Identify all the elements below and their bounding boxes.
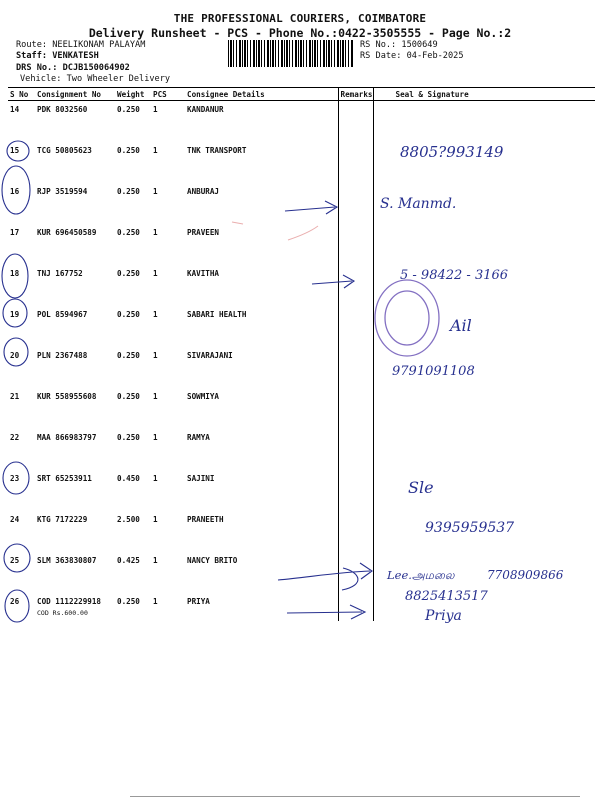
col-pcs: PCS xyxy=(151,88,185,101)
cell-consignee: PRIYA xyxy=(187,597,210,606)
rs-date-label: RS Date: xyxy=(360,50,402,61)
cell-weight: 0.250 xyxy=(117,105,140,114)
cell-consignee: TNK TRANSPORT xyxy=(187,146,247,155)
cell-remarks xyxy=(338,593,373,621)
meta-right xyxy=(360,40,464,61)
cell-pcs: 1 xyxy=(153,187,158,196)
table-row xyxy=(8,470,595,511)
cell-weight: 0.250 xyxy=(117,228,140,237)
cell-weight: 0.250 xyxy=(117,146,140,155)
handwritten-phone-r26: 8825413517 xyxy=(405,589,488,604)
cell-pcs: 1 xyxy=(153,597,158,606)
route-label: Route: xyxy=(16,40,48,50)
cell-weight: 0.250 xyxy=(117,310,140,319)
cell-signature xyxy=(373,388,595,429)
cell-sno: 14 xyxy=(10,105,20,114)
table-row xyxy=(8,347,595,388)
cell-pcs: 1 xyxy=(153,392,158,401)
route-value: NEELIKONAM PALAYAM xyxy=(52,40,146,50)
rs-date-line xyxy=(360,51,464,62)
col-remarks: Remarks xyxy=(338,88,373,101)
cell-weight: 0.250 xyxy=(117,392,140,401)
barcode xyxy=(228,40,354,67)
cell-remarks xyxy=(338,265,373,306)
cell-pcs: 1 xyxy=(153,515,158,524)
cell-consignee: RAMYA xyxy=(187,433,210,442)
cell-pcs: 1 xyxy=(153,310,158,319)
handwritten-name-r26: Priya xyxy=(425,608,462,624)
cell-consignee: KANDANUR xyxy=(187,105,224,114)
vehicle-label: Vehicle: xyxy=(20,73,62,84)
cell-pcs: 1 xyxy=(153,351,158,360)
handwritten-signature-r23: Sle xyxy=(408,478,434,497)
vehicle-line xyxy=(20,74,170,85)
cell-consignment: PLN 2367488 xyxy=(37,351,88,360)
cell-consignment: MAA 866983797 xyxy=(37,433,97,442)
cell-weight: 0.250 xyxy=(117,597,140,606)
table-header-row xyxy=(8,88,595,101)
table-row xyxy=(8,183,595,224)
cell-pcs: 1 xyxy=(153,228,158,237)
cell-consignee: ANBURAJ xyxy=(187,187,220,196)
handwritten-name-r16: S. Manmd. xyxy=(380,196,457,212)
cell-weight: 2.500 xyxy=(117,515,140,524)
cell-pcs: 1 xyxy=(153,146,158,155)
cell-consignee: KAVITHA xyxy=(187,269,220,278)
cell-sno: 26 xyxy=(10,597,20,606)
rs-no-line xyxy=(360,40,464,51)
staff-line xyxy=(16,51,170,62)
cell-consignment xyxy=(35,593,115,621)
cell-sno: 21 xyxy=(10,392,20,401)
cell-consignment: TNJ 167752 xyxy=(37,269,83,278)
cell-pcs: 1 xyxy=(153,269,158,278)
page-title: THE PROFESSIONAL COURIERS, COIMBATORE xyxy=(173,12,427,25)
cell-pcs: 1 xyxy=(153,474,158,483)
col-sno: S No xyxy=(8,88,35,101)
cell-consignee: SOWMIYA xyxy=(187,392,220,401)
handwritten-signature-r19: Ail xyxy=(450,316,472,335)
meta-left xyxy=(16,40,170,84)
cell-sno: 19 xyxy=(10,310,20,319)
cod-amount: COD Rs.600.00 xyxy=(37,609,88,617)
cell-sno: 17 xyxy=(10,228,20,237)
cell-signature xyxy=(373,101,595,143)
table-row xyxy=(8,429,595,470)
handwritten-phone-r15: 8805?993149 xyxy=(400,143,504,161)
cell-remarks xyxy=(338,511,373,552)
cell-remarks xyxy=(338,429,373,470)
cell-consignment: KUR 558955608 xyxy=(37,392,97,401)
cell-remarks xyxy=(338,142,373,183)
handwritten-phone-r25: 7708909866 xyxy=(487,568,564,582)
cell-remarks xyxy=(338,224,373,265)
route-line xyxy=(16,40,170,51)
cell-consignment: KTG 7172229 xyxy=(37,515,88,524)
cell-pcs: 1 xyxy=(153,433,158,442)
cell-remarks xyxy=(338,101,373,143)
cell-sno: 23 xyxy=(10,474,20,483)
cell-signature xyxy=(373,224,595,265)
drs-line xyxy=(16,63,170,74)
cell-sno: 25 xyxy=(10,556,20,565)
cell-remarks xyxy=(338,470,373,511)
table-row xyxy=(8,593,595,621)
drs-value: DCJB150064902 xyxy=(62,63,130,73)
cell-consignment: KUR 696450589 xyxy=(37,228,97,237)
table-row xyxy=(8,101,595,143)
handwritten-phone-r24: 9395959537 xyxy=(425,520,515,536)
cell-weight: 0.250 xyxy=(117,351,140,360)
cell-signature xyxy=(373,306,595,347)
cell-consignee: SABARI HEALTH xyxy=(187,310,247,319)
cell-sno: 24 xyxy=(10,515,20,524)
cell-weight: 0.450 xyxy=(117,474,140,483)
cell-weight: 0.250 xyxy=(117,269,140,278)
table-row xyxy=(8,142,595,183)
handwritten-phone-r18: 5 - 98422 - 3166 xyxy=(400,268,509,283)
rs-no-value: 1500649 xyxy=(401,40,438,50)
cell-weight: 0.425 xyxy=(117,556,140,565)
handwritten-phone-r20: 9791091108 xyxy=(392,364,475,379)
cell-sno: 16 xyxy=(10,187,20,196)
cell-weight: 0.250 xyxy=(117,433,140,442)
cell-consignment: POL 8594967 xyxy=(37,310,88,319)
col-consignee: Consignee Details xyxy=(185,88,338,101)
page-edge-line xyxy=(130,796,580,797)
cell-consignment: PDK 8032560 xyxy=(37,105,88,114)
cell-pcs: 1 xyxy=(153,556,158,565)
rs-no-label: RS No.: xyxy=(360,40,397,50)
rs-date-value: 04-Feb-2025 xyxy=(406,50,464,61)
col-weight: Weight xyxy=(115,88,151,101)
cell-sno: 20 xyxy=(10,351,20,360)
drs-label: DRS No.: xyxy=(16,63,58,73)
cell-signature xyxy=(373,470,595,511)
cell-remarks xyxy=(338,347,373,388)
cell-sno: 15 xyxy=(10,146,20,155)
col-consignment: Consignment No xyxy=(35,88,115,101)
staff-value: VENKATESH xyxy=(52,50,99,61)
vehicle-value: Two Wheeler Delivery xyxy=(66,73,171,84)
cell-remarks xyxy=(338,388,373,429)
cell-consignee: NANCY BRITO xyxy=(187,556,238,565)
cell-consignment: RJP 3519594 xyxy=(37,187,88,196)
cell-signature xyxy=(373,429,595,470)
table-row xyxy=(8,224,595,265)
table-row xyxy=(8,388,595,429)
cell-consignment-no: COD 1112229918 xyxy=(37,597,102,606)
col-seal-signature: Seal & Signature xyxy=(373,88,595,101)
cell-consignment: SLM 363830807 xyxy=(37,556,97,565)
cell-sno: 22 xyxy=(10,433,20,442)
staff-label: Staff: xyxy=(16,50,48,61)
cell-consignment: SRT 65253911 xyxy=(37,474,92,483)
cell-consignee: PRAVEEN xyxy=(187,228,220,237)
cell-consignment: TCG 50805623 xyxy=(37,146,92,155)
cell-pcs: 1 xyxy=(153,105,158,114)
cell-consignee: PRANEETH xyxy=(187,515,224,524)
cell-remarks xyxy=(338,552,373,593)
runsheet-table xyxy=(8,87,595,621)
page-subtitle: Delivery Runsheet - PCS - Phone No.:0422-3505555 - Page No.:2 xyxy=(88,26,512,40)
table-row xyxy=(8,306,595,347)
handwritten-name-r25: Lee.அமலை xyxy=(387,568,455,582)
cell-consignee: SAJINI xyxy=(187,474,215,483)
cell-weight: 0.250 xyxy=(117,187,140,196)
cell-consignee: SIVARAJANI xyxy=(187,351,233,360)
cell-remarks xyxy=(338,183,373,224)
cell-sno: 18 xyxy=(10,269,20,278)
cell-remarks xyxy=(338,306,373,347)
